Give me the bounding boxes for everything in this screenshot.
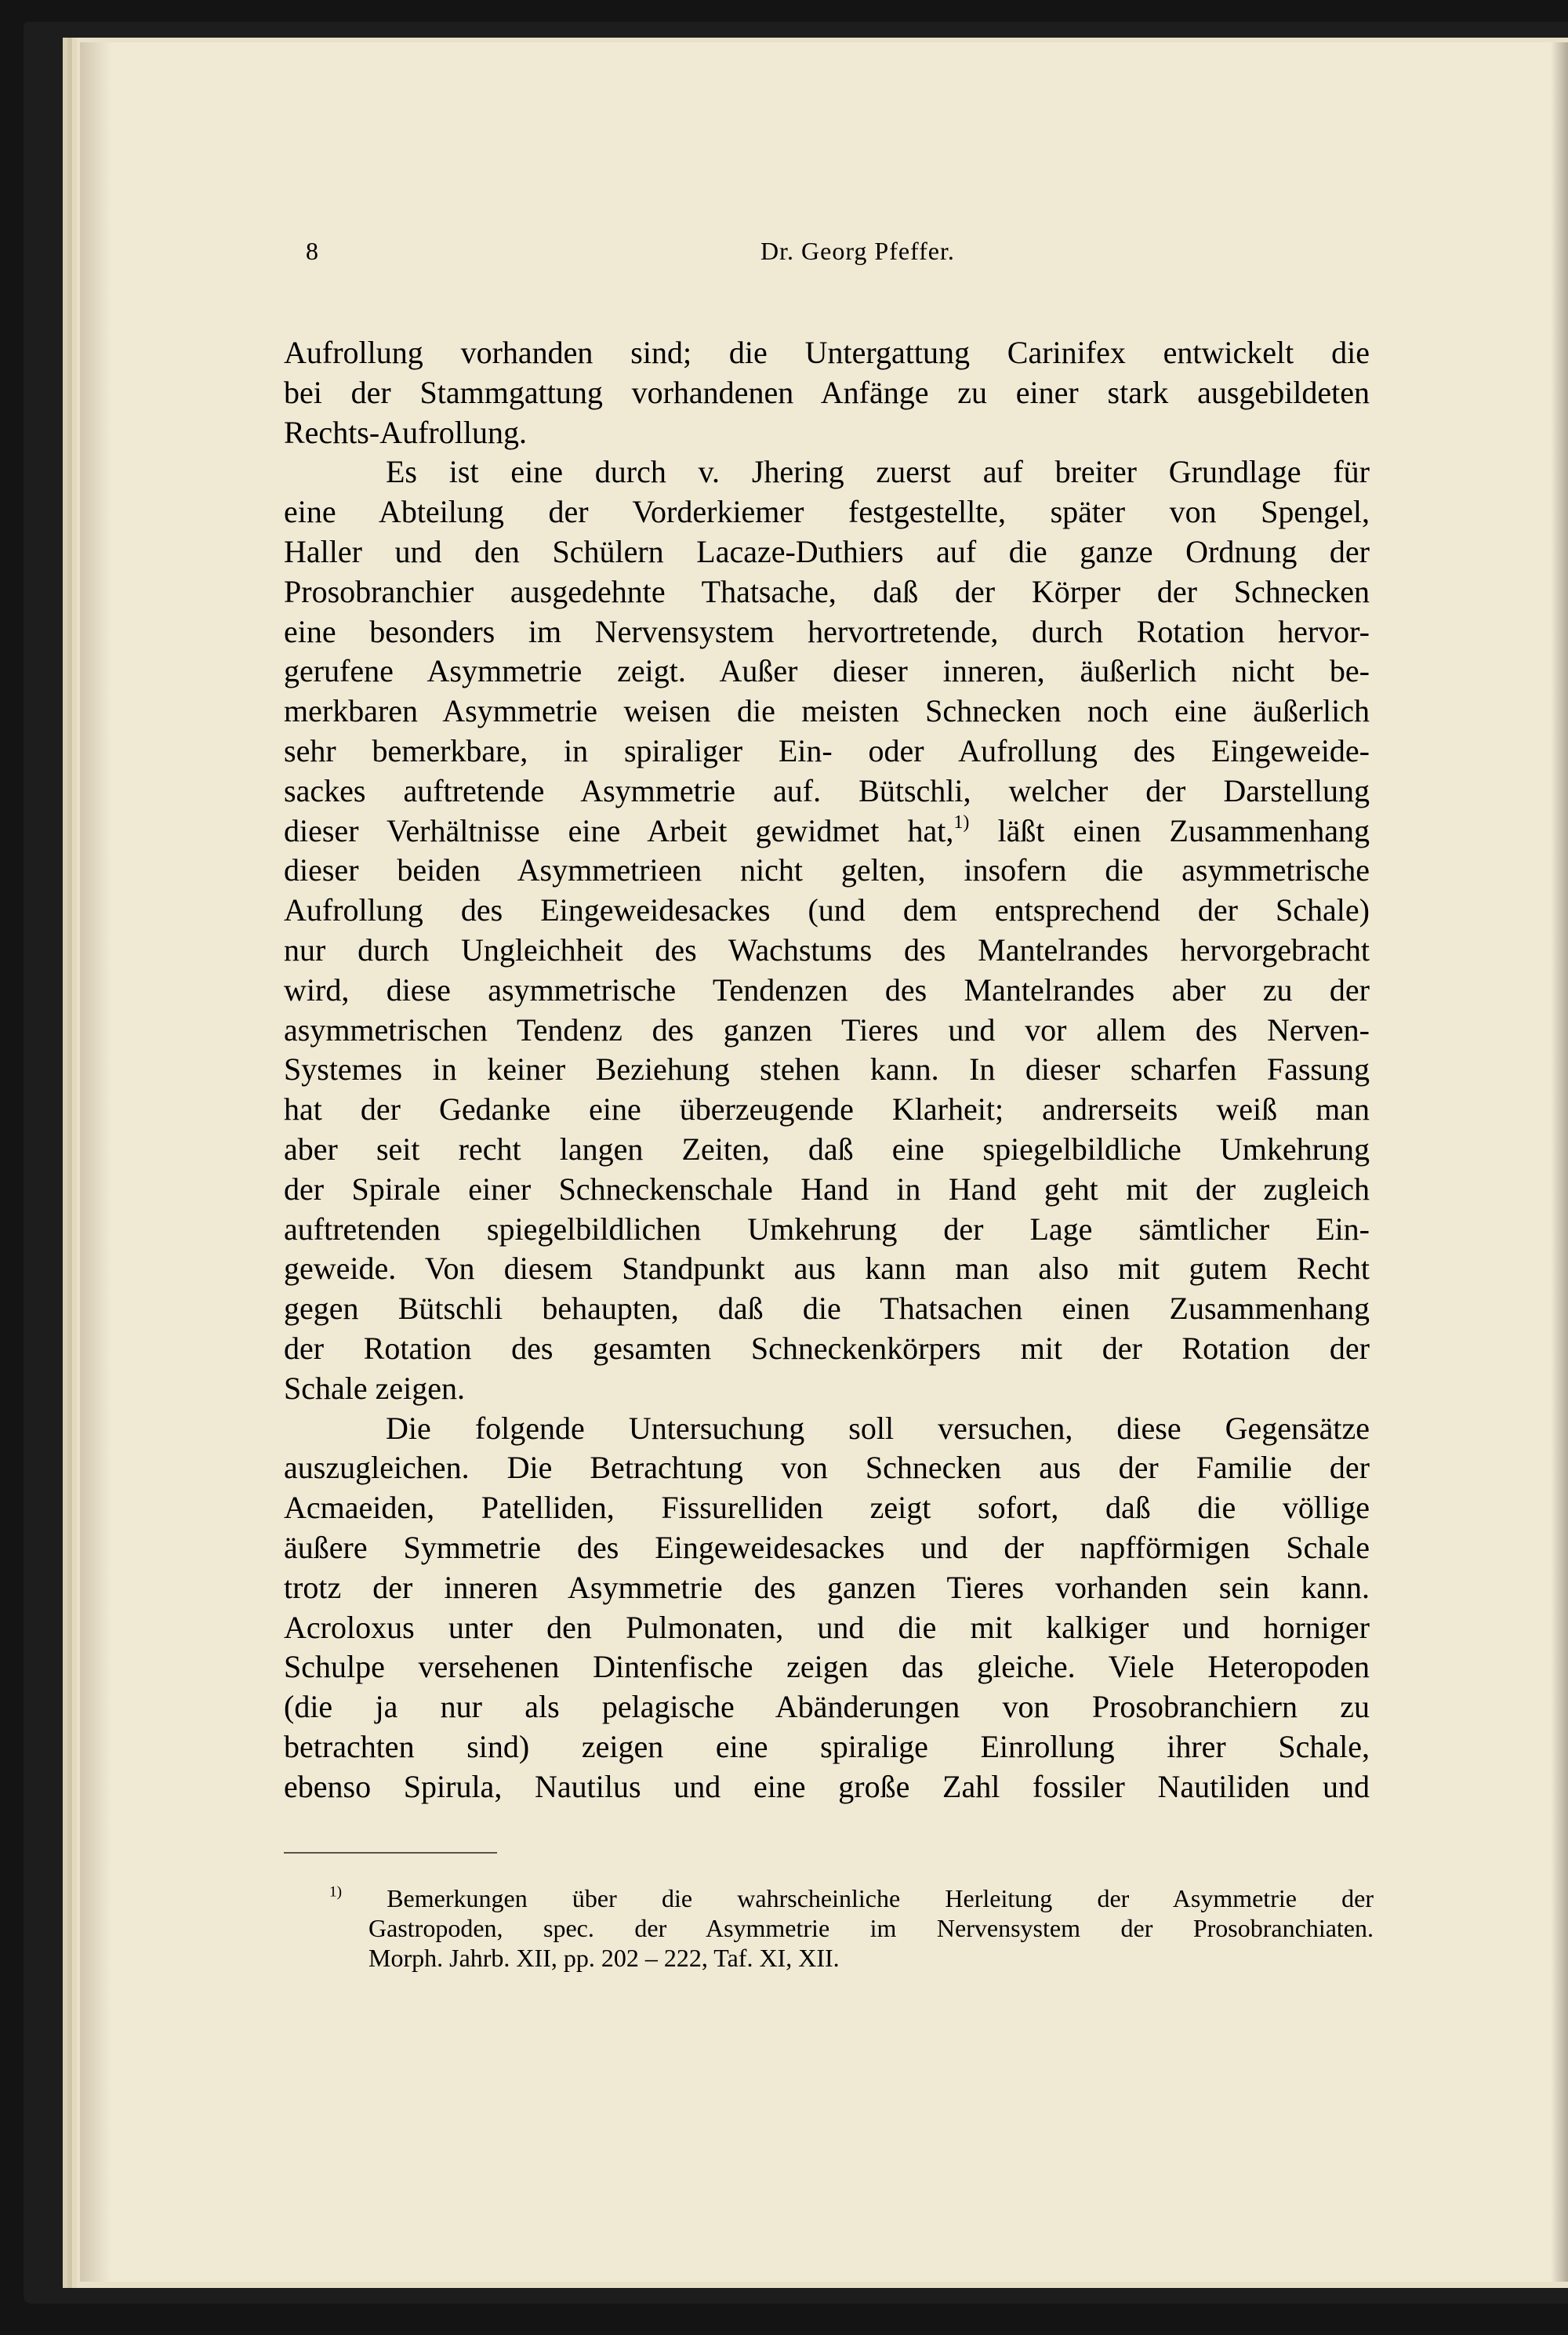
footnote-line: Gastropoden, spec. der Asymmetrie im Nervensystem der Prosobranchiaten. xyxy=(368,1914,1374,1942)
text-line: sehr bemerkbare, in spiraliger Ein- oder Aufrollung des Eingeweide- xyxy=(284,732,1370,768)
text-line: äußere Symmetrie des Eingeweidesackes und der napfförmigen Schale xyxy=(284,1529,1370,1565)
footnote-line xyxy=(329,1883,1374,1913)
text-line: Aufrollung vorhanden sind; die Untergattung Carinifex entwickelt die xyxy=(284,335,1370,370)
text-line-with-footnote-ref xyxy=(284,812,1370,852)
text-line: eine Abteilung der Vorderkiemer festgestellte, später von Spengel, xyxy=(284,494,1370,530)
text-line: Rechts-Aufrollung. xyxy=(284,414,527,450)
text-line: gerufene Asymmetrie zeigt. Außer dieser inneren, äußerlich nicht be- xyxy=(284,653,1370,689)
body-text xyxy=(284,333,1370,1807)
text-line: wird, diese asymmetrische Tendenzen des Mantelrandes aber zu der xyxy=(284,971,1370,1008)
text-line: auszugleichen. Die Betrachtung von Schnecken aus der Familie der xyxy=(284,1450,1370,1486)
spine-shadow xyxy=(80,42,111,2282)
text-line: Acroloxus unter den Pulmonaten, und die mit kalkiger und horniger xyxy=(284,1609,1370,1645)
text-line: Acmaeiden, Patelliden, Fissurelliden zeigt sofort, daß die völlige xyxy=(284,1490,1370,1526)
text-line: bei der Stammgattung vorhandenen Anfänge zu einer stark ausgebildeten xyxy=(284,374,1370,410)
footnote-divider xyxy=(284,1852,497,1854)
text-line: Schale zeigen. xyxy=(284,1370,465,1406)
footnote xyxy=(329,1883,1374,1973)
text-segment: dieser Verhältnisse eine Arbeit gewidmet hat, xyxy=(284,812,954,848)
text-line: hat der Gedanke eine überzeugende Klarheit; andrerseits weiß man xyxy=(284,1091,1370,1128)
text-line: Es ist eine durch v. Jhering zuerst auf breiter Grundlage für xyxy=(386,454,1370,490)
text-line: nur durch Ungleichheit des Wachstums des Mantelrandes hervorgebracht xyxy=(284,931,1370,968)
page-number: 8 xyxy=(306,237,319,265)
text-line: (die ja nur als pelagische Abänderungen von Prosobranchiern zu xyxy=(284,1689,1370,1725)
footnote-reference: 1) xyxy=(953,812,970,833)
text-line: eine besonders im Nervensystem hervortretende, durch Rotation hervor- xyxy=(284,613,1370,649)
footnote-line: Morph. Jahrb. XII, pp. 202 – 222, Taf. XI, XII. xyxy=(368,1944,840,1972)
text-line: Systemes in keiner Beziehung stehen kann. In dieser scharfen Fassung xyxy=(284,1051,1370,1088)
text-line: auftretenden spiegelbildlichen Umkehrung der Lage sämtlicher Ein- xyxy=(284,1211,1370,1247)
text-line: betrachten sind) zeigen eine spiralige Einrollung ihrer Schale, xyxy=(284,1728,1370,1764)
running-head xyxy=(306,237,1403,276)
text-line: Schulpe versehenen Dintenfische zeigen das gleiche. Viele Heteropoden xyxy=(284,1649,1370,1685)
footnote-text: Bemerkungen über die wahrscheinliche Herleitung der Asymmetrie der xyxy=(387,1884,1374,1912)
footnote-marker: 1) xyxy=(329,1883,342,1901)
text-line: merkbaren Asymmetrie weisen die meisten Schnecken noch eine äußerlich xyxy=(284,693,1370,729)
text-line: Aufrollung des Eingeweidesackes (und dem entsprechend der Schale) xyxy=(284,892,1370,928)
page-header-title: Dr. Georg Pfeffer. xyxy=(760,237,955,265)
text-line: aber seit recht langen Zeiten, daß eine spiegelbildliche Umkehrung xyxy=(284,1131,1370,1167)
text-line: asymmetrischen Tendenz des ganzen Tieres und vor allem des Nerven- xyxy=(284,1011,1370,1048)
text-segment: läßt einen Zusammenhang xyxy=(969,812,1370,848)
text-line: geweide. Von diesem Standpunkt aus kann man also mit gutem Recht xyxy=(284,1251,1370,1287)
text-line: der Spirale einer Schneckenschale Hand in Hand geht mit der zugleich xyxy=(284,1171,1370,1207)
text-line: ebenso Spirula, Nautilus und eine große Zahl fossiler Nautiliden und xyxy=(284,1768,1370,1804)
text-line: sackes auftretende Asymmetrie auf. Bütschli, welcher der Darstellung xyxy=(284,772,1370,808)
text-line: Prosobranchier ausgedehnte Thatsache, daß der Körper der Schnecken xyxy=(284,573,1370,609)
page-right-edge xyxy=(1551,42,1568,2282)
text-line: Haller und den Schülern Lacaze-Duthiers auf die ganze Ordnung der xyxy=(284,533,1370,569)
text-line: der Rotation des gesamten Schneckenkörpers mit der Rotation der xyxy=(284,1330,1370,1366)
text-line: Die folgende Untersuchung soll versuchen, diese Gegensätze xyxy=(386,1410,1370,1446)
text-line: trotz der inneren Asymmetrie des ganzen Tieres vorhanden sein kann. xyxy=(284,1569,1370,1605)
text-line: gegen Bütschli behaupten, daß die Thatsachen einen Zusammenhang xyxy=(284,1291,1370,1327)
text-line: dieser beiden Asymmetrieen nicht gelten, insofern die asymmetrische xyxy=(284,852,1370,888)
